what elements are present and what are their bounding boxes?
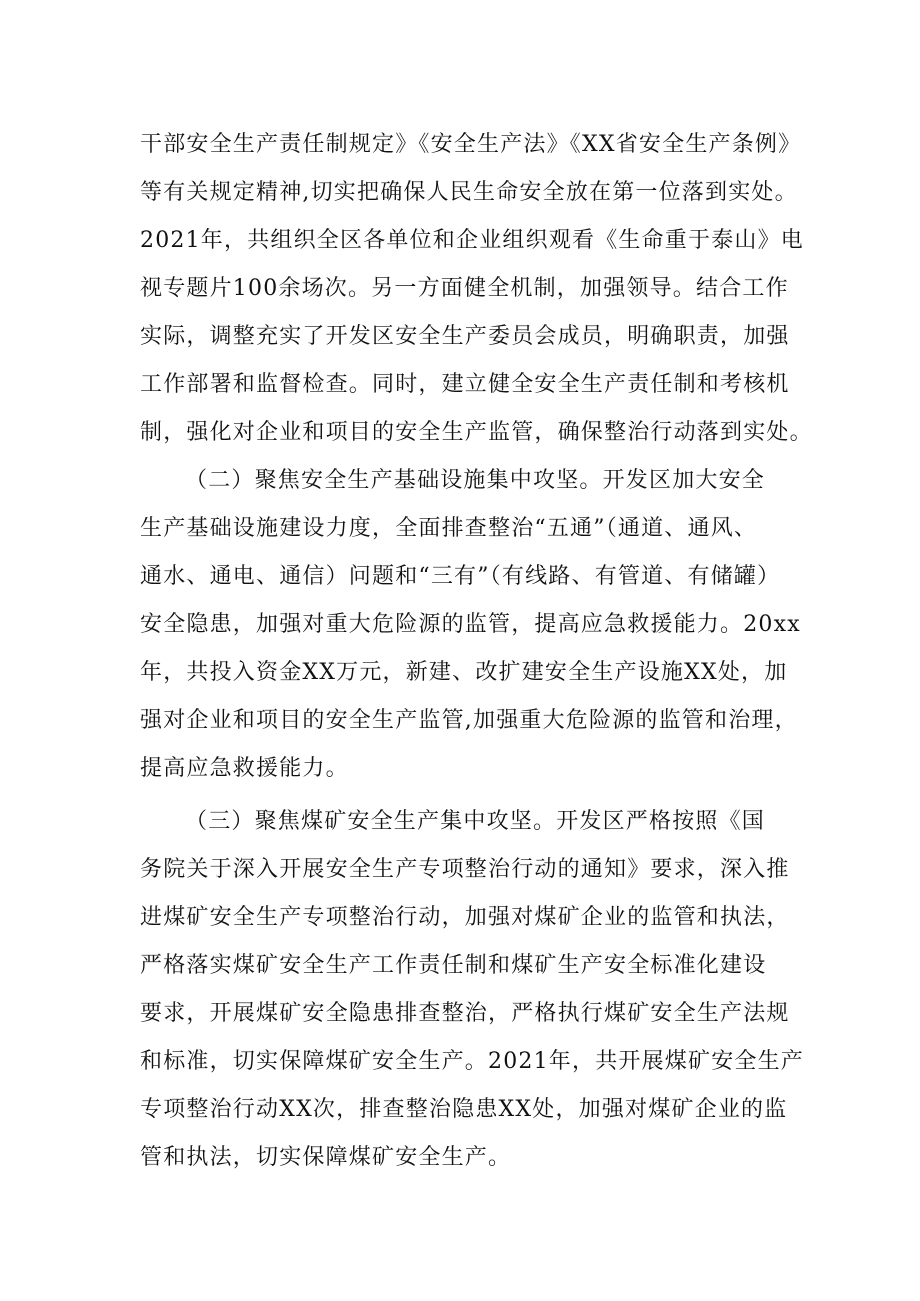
text-line: 通水、通电、通信）问题和“三有”（有线路、有管道、有储罐） [140,564,781,589]
text-line: 制，强化对企业和项目的安全生产监管，确保整治行动落到实处。 [140,420,813,445]
text-line: 管和执法，切实保障煤矿安全生产。 [140,1145,512,1170]
paragraph-3-first-line: （三）聚焦煤矿安全生产集中攻坚。开发区严格按照《国 [185,809,766,834]
text-line: 生产基础设施建设力度，全面排查整治“五通”（通道、通风、 [140,516,758,541]
text-line: 干部安全生产责任制规定》《安全生产法》《XX省安全生产条例》 [140,132,802,157]
text-line: 进煤矿安全生产专项整治行动，加强对煤矿企业的监管和执法， [140,905,790,930]
paragraph-2-first-line: （二）聚焦安全生产基础设施集中攻坚。开发区加大安全 [185,468,766,493]
text-line: 要求，开展煤矿安全隐患排查整治，严格执行煤矿安全生产法规 [140,1001,790,1026]
text-line: 2021年，共组织全区各单位和企业组织观看《生命重于泰山》电 [140,228,804,253]
text-line: 安全隐患，加强对重大危险源的监管，提高应急救援能力。20xx [140,612,801,637]
text-line: 实际，调整充实了开发区安全生产委员会成员，明确职责，加强 [140,324,790,349]
text-line: 等有关规定精神,切实把确保人民生命安全放在第一位落到实处。 [140,180,798,205]
text-line: 提高应急救援能力。 [140,756,349,781]
text-line: 严格落实煤矿安全生产工作责任制和煤矿生产安全标准化建设 [140,953,767,978]
text-line: 专项整治行动XX次，排查整治隐患XX处，加强对煤矿企业的监 [140,1097,788,1122]
text-line: 工作部署和监督检查。同时，建立健全安全生产责任制和考核机 [140,372,790,397]
text-line: 和标准，切实保障煤矿安全生产。2021年，共开展煤矿安全生产 [140,1049,804,1074]
text-line: 强对企业和项目的安全生产监管,加强重大危险源的监管和治理， [140,708,798,733]
text-line: 务院关于深入开展安全生产专项整治行动的通知》要求，深入推 [140,857,790,882]
text-line: 视专题片100余场次。另一方面健全机制，加强领导。结合工作 [140,276,789,301]
text-line: 年，共投入资金XX万元，新建、改扩建安全生产设施XX处，加 [140,660,788,685]
